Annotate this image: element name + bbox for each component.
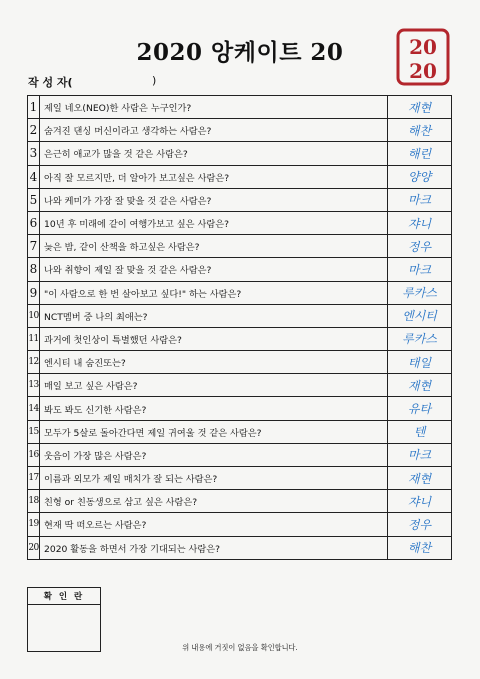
table-row: [28, 96, 451, 119]
handwritten-answer: 정우: [407, 239, 432, 254]
handwritten-answer: 해찬: [407, 541, 432, 556]
red-seal-stamp-icon: [396, 28, 450, 86]
question-text: 친형 or 친동생으로 삼고 싶은 사람은?: [40, 490, 388, 512]
footer-note: 위 내용에 거짓이 없음을 확인합니다.: [182, 643, 298, 652]
question-text: 숨겨진 댄싱 머신이라고 생각하는 사람은?: [40, 119, 388, 141]
question-number: 19: [28, 513, 40, 535]
question-number: 1: [28, 96, 40, 118]
svg-text:20: 20: [409, 35, 437, 59]
question-text: 매일 보고 싶은 사람은?: [40, 374, 388, 396]
handwritten-answer: 루카스: [402, 286, 437, 301]
question-number: 6: [28, 212, 40, 234]
table-row: [28, 328, 451, 351]
question-number: 20: [28, 537, 40, 559]
handwritten-answer: 텐: [413, 425, 426, 440]
table-row: [28, 305, 451, 328]
question-number: 5: [28, 189, 40, 211]
question-text: 늦은 밤, 같이 산책을 하고싶은 사람은?: [40, 235, 388, 257]
question-text: 이름과 외모가 제일 매치가 잘 되는 사람은?: [40, 467, 388, 489]
question-text: NCT멤버 중 나의 최애는?: [40, 305, 388, 327]
question-number: 11: [28, 328, 40, 350]
question-text: 2020 활동을 하면서 가장 기대되는 사람은?: [40, 537, 388, 559]
table-row: [28, 351, 451, 374]
handwritten-answer: 쟈니: [407, 494, 432, 509]
question-number: 14: [28, 397, 40, 419]
table-row: [28, 212, 451, 235]
question-text: 현재 딱 떠오르는 사람은?: [40, 513, 388, 535]
table-row: [28, 537, 451, 560]
handwritten-answer: 태일: [407, 355, 432, 370]
table-row: [28, 166, 451, 189]
question-number: 9: [28, 282, 40, 304]
handwritten-answer: 쟈니: [407, 216, 432, 231]
handwritten-answer: 마크: [407, 262, 432, 277]
question-number: 4: [28, 166, 40, 188]
question-number: 10: [28, 305, 40, 327]
handwritten-answer: 재현: [407, 378, 432, 393]
confirm-label: 확 인 란: [28, 588, 100, 605]
question-number: 18: [28, 490, 40, 512]
table-row: [28, 258, 451, 281]
question-text: "이 사람으로 한 번 살아보고 싶다!" 하는 사람은?: [40, 282, 388, 304]
table-row: [28, 282, 451, 305]
question-text: 아직 잘 모르지만, 더 알아가 보고싶은 사람은?: [40, 166, 388, 188]
question-text: 나와 취향이 제일 잘 맞을 것 같은 사람은?: [40, 258, 388, 280]
page-title: 2020 앙케이트 20: [136, 39, 344, 66]
question-text: 은근히 애교가 많을 것 같은 사람은?: [40, 142, 388, 164]
question-number: 16: [28, 444, 40, 466]
question-text: 과거에 첫인상이 특별했던 사람은?: [40, 328, 388, 350]
table-row: [28, 374, 451, 397]
question-text: 10년 후 미래에 같이 여행가보고 싶은 사람은?: [40, 212, 388, 234]
question-number: 3: [28, 142, 40, 164]
handwritten-answer: 엔시티: [402, 309, 437, 324]
table-row: [28, 142, 451, 165]
author-label: 작 성 자(: [28, 76, 73, 89]
table-row: [28, 490, 451, 513]
question-text: 엔시티 내 숨진또는?: [40, 351, 388, 373]
table-row: [28, 513, 451, 536]
question-text: 나와 케미가 가장 잘 맞을 것 같은 사람은?: [40, 189, 388, 211]
question-text: 봐도 봐도 신기한 사람은?: [40, 397, 388, 419]
table-row: [28, 189, 451, 212]
table-row: [28, 235, 451, 258]
author-paren-close: ): [152, 74, 157, 87]
question-number: 13: [28, 374, 40, 396]
question-number: 15: [28, 421, 40, 443]
svg-text:20: 20: [409, 59, 437, 83]
table-row: [28, 444, 451, 467]
handwritten-answer: 마크: [407, 193, 432, 208]
question-text: 웃음이 가장 많은 사람은?: [40, 444, 388, 466]
question-table: [27, 95, 452, 560]
question-number: 7: [28, 235, 40, 257]
handwritten-answer: 해찬: [407, 123, 432, 138]
question-number: 17: [28, 467, 40, 489]
handwritten-answer: 재현: [407, 100, 432, 115]
table-row: [28, 397, 451, 420]
table-row: [28, 467, 451, 490]
table-row: [28, 119, 451, 142]
handwritten-answer: 해린: [407, 146, 432, 161]
handwritten-answer: 유타: [407, 402, 432, 417]
question-text: 제일 네오(NEO)한 사람은 누구인가?: [40, 96, 388, 118]
question-text: 모두가 5살로 돌아간다면 제일 귀여울 것 같은 사람은?: [40, 421, 388, 443]
handwritten-answer: 양양: [407, 170, 432, 185]
handwritten-answer: 루카스: [402, 332, 437, 347]
handwritten-answer: 재현: [407, 471, 432, 486]
question-number: 12: [28, 351, 40, 373]
question-number: 2: [28, 119, 40, 141]
question-number: 8: [28, 258, 40, 280]
table-row: [28, 421, 451, 444]
handwritten-answer: 마크: [407, 448, 432, 463]
handwritten-answer: 정우: [407, 517, 432, 532]
